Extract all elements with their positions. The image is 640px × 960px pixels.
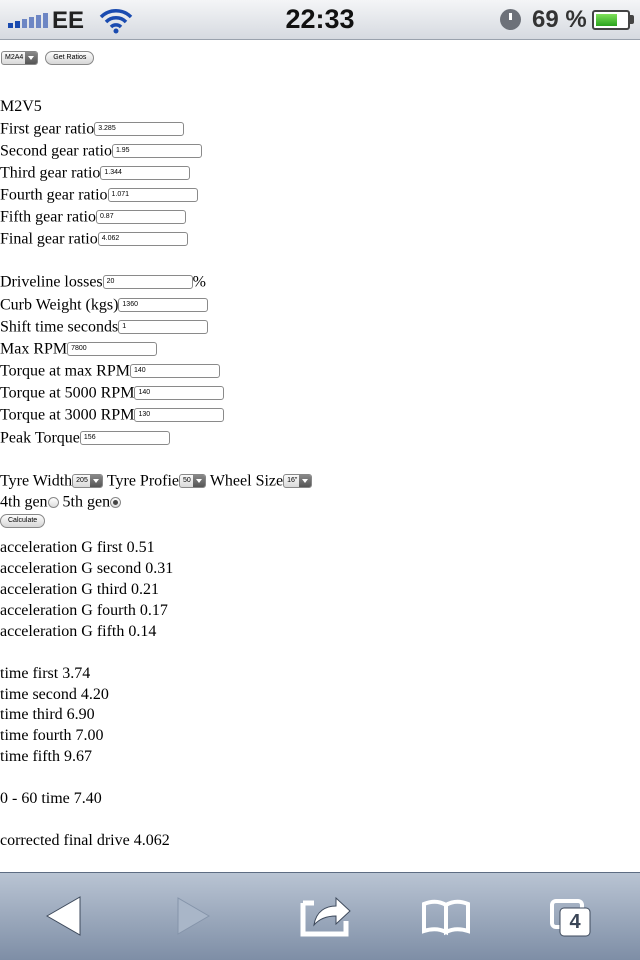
spec-row-driveline (0, 272, 206, 292)
field-label: Second gear ratio (0, 142, 112, 160)
battery-tip (630, 15, 634, 24)
field-label: Torque at 3000 RPM (0, 406, 135, 424)
fifth-gear-input[interactable]: 0.87 (96, 210, 186, 224)
gear-row-final (0, 229, 188, 249)
chevron-down-icon (90, 475, 102, 487)
result-corrected-final-drive: corrected final drive 4.062 (0, 832, 170, 849)
result-accel-fourth: acceleration G fourth 0.17 (0, 602, 168, 619)
final-gear-input[interactable]: 4.062 (98, 232, 188, 246)
driveline-losses-input[interactable]: 20 (103, 275, 193, 289)
result-accel-third: acceleration G third 0.21 (0, 581, 160, 598)
curb-weight-input[interactable]: 1360 (118, 298, 208, 312)
tyre-profile-select[interactable] (179, 474, 206, 488)
tabs-button[interactable] (512, 873, 640, 960)
gear-row-first (0, 119, 184, 139)
result-time-second: time second 4.20 (0, 686, 109, 703)
forward-button[interactable] (128, 873, 256, 960)
chevron-down-icon (193, 475, 205, 487)
wheel-size-value: 16" (287, 477, 298, 485)
second-gear-input[interactable]: 1.95 (112, 144, 202, 158)
field-label: Peak Torque (0, 429, 80, 447)
result-accel-fifth: acceleration G fifth 0.14 (0, 623, 157, 640)
back-arrow-icon (0, 873, 128, 960)
get-ratios-button[interactable]: Get Ratios (45, 51, 94, 65)
share-icon (256, 873, 384, 960)
result-accel-second: acceleration G second 0.31 (0, 560, 174, 577)
result-time-fourth: time fourth 7.00 (0, 727, 104, 744)
spec-row-shift-time (0, 317, 208, 337)
wheel-size-label: Wheel Size (209, 472, 284, 490)
gen-5th-radio[interactable] (110, 497, 121, 508)
tyre-width-label: Tyre Width (0, 472, 73, 490)
spec-row-torque-max-rpm (0, 361, 220, 381)
web-page-content (0, 40, 640, 872)
model-select-value: M2A4 (5, 54, 24, 62)
torque-3000-input[interactable]: 130 (134, 408, 224, 422)
spec-row-torque-5000 (0, 383, 224, 403)
calculate-button[interactable]: Calculate (0, 514, 45, 528)
field-label: Torque at max RPM (0, 362, 130, 380)
result-time-first: time first 3.74 (0, 665, 91, 682)
browser-toolbar (0, 872, 640, 960)
chevron-down-icon (25, 52, 37, 64)
third-gear-input[interactable]: 1.344 (100, 166, 190, 180)
gen-4th-label: 4th gen (0, 493, 48, 511)
spec-row-max-rpm (0, 339, 157, 359)
generation-row (0, 492, 121, 512)
model-heading: M2V5 (0, 98, 42, 115)
alarm-clock-icon (500, 9, 521, 30)
tyre-profile-label: Tyre Profie (106, 472, 180, 490)
tyre-width-select[interactable] (72, 474, 103, 488)
carrier-name: EE (52, 7, 85, 34)
result-accel-first: acceleration G first 0.51 (0, 539, 155, 556)
spec-row-peak-torque (0, 428, 170, 448)
first-gear-input[interactable]: 3.285 (94, 122, 184, 136)
status-bar (0, 0, 640, 40)
percent-suffix: % (192, 273, 206, 291)
bookmarks-button[interactable] (384, 873, 512, 960)
field-label: Shift time seconds (0, 318, 119, 336)
forward-arrow-icon (128, 873, 256, 960)
battery-icon (592, 10, 630, 30)
gear-row-fourth (0, 185, 198, 205)
result-time-third: time third 6.90 (0, 706, 95, 723)
fourth-gear-input[interactable]: 1.071 (108, 188, 198, 202)
battery-level-fill (596, 14, 617, 26)
top-controls (1, 49, 94, 65)
field-label: Final gear ratio (0, 230, 98, 248)
tyre-width-value: 205 (76, 477, 88, 485)
wheel-size-select[interactable] (283, 474, 312, 488)
torque-5000-input[interactable]: 140 (134, 386, 224, 400)
max-rpm-input[interactable]: 7800 (67, 342, 157, 356)
chevron-down-icon (299, 475, 311, 487)
shift-time-input[interactable]: 1 (118, 320, 208, 334)
gen-5th-label: 5th gen (62, 493, 111, 511)
field-label: First gear ratio (0, 120, 95, 138)
spec-row-curb-weight (0, 295, 208, 315)
result-time-fifth: time fifth 9.67 (0, 748, 92, 765)
battery-percentage: 69 % (532, 6, 587, 33)
field-label: Fourth gear ratio (0, 186, 108, 204)
clock-time: 22:33 (285, 4, 355, 34)
tabs-count: 4 (569, 911, 581, 933)
tyre-row (0, 471, 312, 491)
field-label: Curb Weight (kgs) (0, 296, 119, 314)
back-button[interactable] (0, 873, 128, 960)
calculate-row (0, 511, 45, 531)
spec-row-torque-3000 (0, 405, 224, 425)
field-label: Third gear ratio (0, 164, 101, 182)
peak-torque-input[interactable]: 156 (80, 431, 170, 445)
result-zero-sixty: 0 - 60 time 7.40 (0, 790, 102, 807)
model-select[interactable] (1, 51, 38, 65)
torque-max-rpm-input[interactable]: 140 (130, 364, 220, 378)
gear-row-second (0, 141, 202, 161)
gear-row-third (0, 163, 190, 183)
tyre-profile-value: 50 (183, 477, 191, 485)
gen-4th-radio[interactable] (48, 497, 59, 508)
bookmarks-book-icon (384, 873, 512, 960)
field-label: Torque at 5000 RPM (0, 384, 135, 402)
share-button[interactable] (256, 873, 384, 960)
gear-row-fifth (0, 207, 186, 227)
field-label: Driveline losses (0, 273, 103, 291)
field-label: Fifth gear ratio (0, 208, 96, 226)
field-label: Max RPM (0, 340, 68, 358)
